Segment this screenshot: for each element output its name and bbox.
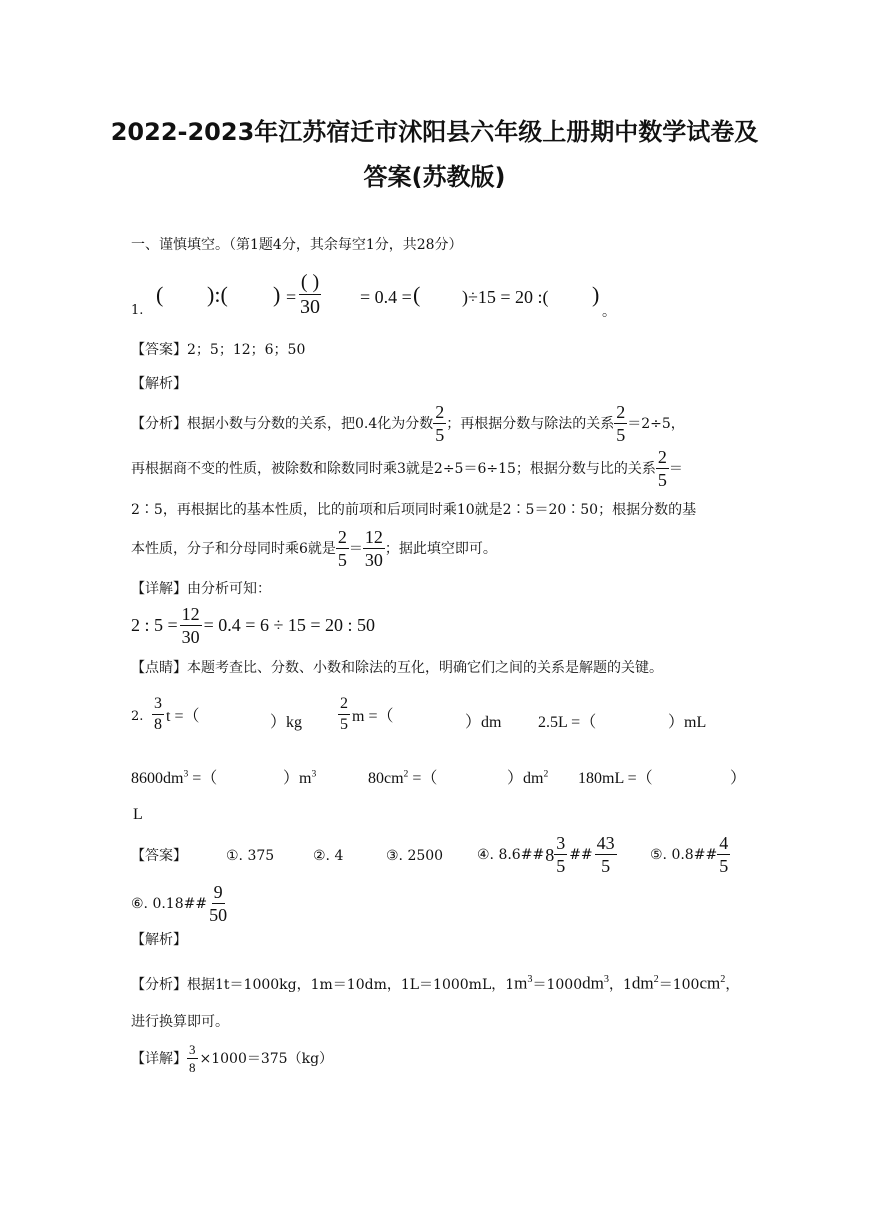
q1-analysis-line-1: 【分析】根据小数与分数的关系，把0.4化为分数 $\frac{2}{5}$ ；再根据分数与除法的关系 $\frac{2}{5}$ ＝2÷5， — [131, 402, 685, 445]
q2-answer-5: ⑤. 0.8## $\frac{4}{5}$ — [650, 833, 729, 876]
q2-item-4-unit: ）$m^3$ — [283, 768, 317, 787]
q2-item-6-unit: L — [133, 806, 143, 823]
q1-paren-2-close: ) — [273, 282, 281, 307]
q1-jiexi: 【解析】 — [131, 376, 187, 392]
q1-analysis-line-4: 本性质，分子和分母同时乘6就是 $\frac{2}{5}$ ＝ $\frac{12}{30}$ ；据此填空即可。 — [131, 527, 497, 570]
q2-detail-fraction: $\frac{3}{8}$ — [189, 1042, 196, 1075]
q2-answer-2: ②. 4 — [313, 848, 344, 864]
q2-answer-label: 【答案】 — [131, 848, 187, 864]
q1-detail-fraction: $\frac{12}{30}$ — [181, 604, 200, 647]
q1-dianjing: 【点睛】本题考查比、分数、小数和除法的互化，明确它们之间的关系是解题的关键。 — [131, 660, 663, 676]
q1-analysis-fraction-1: $\frac{2}{5}$ — [435, 402, 445, 445]
q1-analysis-fraction-3: $\frac{2}{5}$ — [657, 447, 667, 490]
q1-div15: )÷15 = 20 :( — [462, 287, 549, 307]
q2-item-1-fraction: $\frac{3}{8}$ — [154, 695, 162, 733]
q2-answer-3: ③. 2500 — [386, 848, 444, 864]
q1-analysis-fraction-4: $\frac{2}{5}$ — [337, 527, 347, 570]
q1-analysis-fraction-2: $\frac{2}{5}$ — [616, 402, 626, 445]
q2-answer-1: ①. 375 — [226, 848, 275, 864]
q1-fraction — [298, 272, 322, 317]
q2-item-3-unit: ）mL — [668, 714, 707, 731]
q1-paren-3-open: ( — [413, 282, 421, 307]
q2-item-5: $80cm^2$ =（ — [368, 768, 438, 787]
q2-item-5-unit: ）$dm^2$ — [507, 768, 549, 787]
q1-paren-1-open: ( — [156, 282, 164, 307]
q2-item-4: $8600dm^3$ =（ — [131, 768, 218, 787]
q2-answer-4: ④. 8.6## 8 $\frac{3}{5}$ ## $\frac{43}{5}$ — [477, 833, 615, 876]
title-line-1: 2022-2023年江苏宿迁市沭阳县六年级上册期中数学试卷及 — [110, 118, 759, 146]
q2-item-2-unit: ）dm — [465, 714, 502, 731]
q1-equals: = — [286, 287, 297, 307]
q1-number: 1. — [131, 303, 144, 318]
q2-answer-4-fraction-1: $\frac{3}{5}$ — [556, 833, 566, 876]
q1-answer: 【答案】2；5；12；6；50 — [131, 342, 306, 358]
q2-answer-6-fraction: $\frac{9}{50}$ — [209, 882, 228, 925]
q1-eq-decimal: = 0.4 = — [360, 287, 412, 307]
q1-fraction-denominator: 30 — [300, 296, 320, 318]
q2-item-6: 180mL =（ — [578, 770, 653, 787]
q2-answer-4-fraction-2: $\frac{43}{5}$ — [596, 833, 615, 876]
q2-item-6-close: ） — [730, 770, 747, 787]
q1-analysis-line-3: 2∶5，再根据比的基本性质，比的前项和后项同时乘10就是2∶5＝20∶50；根据分数的基 — [131, 502, 697, 518]
q1-analysis-line-2: 再根据商不变的性质，被除数和除数同时乘3就是2÷5＝6÷15；根据分数与比的关系 $\frac{2}{5}$ ＝ — [131, 447, 683, 490]
q2-item-1: $\frac{3}{8}$ t =（ — [154, 695, 200, 733]
q2-jiexi: 【解析】 — [131, 932, 187, 948]
q2-item-1-unit: ）kg — [270, 714, 303, 731]
q2-detail: 【详解】 $\frac{3}{8}$ ×1000＝375（kg） — [131, 1042, 334, 1075]
q1-detail-equation: 2 : 5 = $\frac{12}{30}$ = 0.4 = 6 ÷ 15 = 20 : 50 — [131, 604, 375, 647]
q2-answer-6: ⑥. 0.18## $\frac{9}{50}$ — [131, 882, 228, 925]
q1-paren-4-close: ) — [592, 282, 600, 307]
q1-analysis-fraction-5: $\frac{12}{30}$ — [364, 527, 383, 570]
q1-paren-1-close: ):( — [207, 282, 228, 307]
q2-analysis-line-2: 进行换算即可。 — [131, 1014, 229, 1030]
q1-fraction-numerator: ( ) — [300, 271, 320, 293]
title-line-2: 答案(苏教版) — [363, 163, 506, 191]
q2-answer-5-fraction: $\frac{4}{5}$ — [719, 833, 729, 876]
q1-end-mark: 。 — [602, 304, 616, 320]
q2-number: 2. — [131, 709, 144, 724]
q2-item-2-fraction: $\frac{2}{5}$ — [340, 695, 348, 733]
q2-item-3: 2.5L =（ — [538, 714, 597, 731]
q2-analysis-line-1: 【分析】根据1t＝1000kg，1m＝10dm，1L＝1000mL，1 $m^3$ ＝1000 $dm^3$ ，1 $dm^2$ ＝100 $cm^2$ ， — [131, 973, 740, 993]
q2-item-2: $\frac{2}{5}$ m =（ — [340, 695, 394, 733]
section-heading: 一、谨慎填空。（第1题4分，其余每空1分，共28分） — [131, 237, 463, 253]
q1-detail-label: 【详解】由分析可知： — [131, 581, 271, 597]
